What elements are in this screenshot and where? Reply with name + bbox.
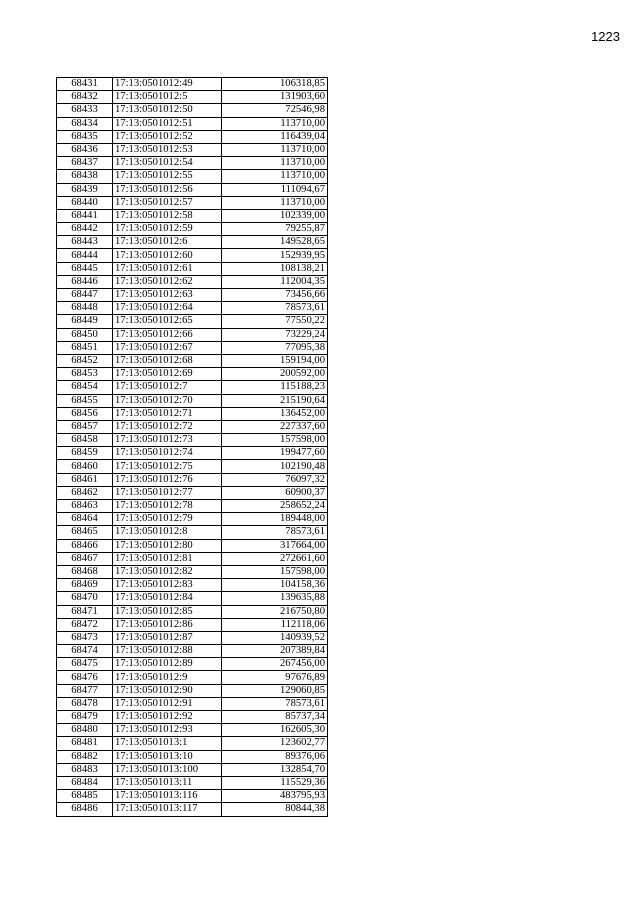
cadastral-value-cell: 77550,22 [222,315,328,328]
table-row [57,790,328,803]
row-number-cell: 68486 [57,803,113,816]
row-number-cell: 68434 [57,117,113,130]
table-row [57,776,328,789]
row-number-cell: 68474 [57,645,113,658]
table-row [57,486,328,499]
row-number-cell: 68467 [57,552,113,565]
row-number-cell: 68453 [57,368,113,381]
cadastral-number-cell: 17:13:0501012:66 [113,328,222,341]
cadastral-value-cell: 215190,64 [222,394,328,407]
table-row [57,354,328,367]
table-row [57,513,328,526]
cadastral-number-cell: 17:13:0501012:58 [113,209,222,222]
cadastral-value-cell: 115529,36 [222,776,328,789]
cadastral-number-cell: 17:13:0501012:90 [113,684,222,697]
table-row [57,658,328,671]
table-row [57,579,328,592]
table-row [57,341,328,354]
row-number-cell: 68468 [57,565,113,578]
row-number-cell: 68448 [57,302,113,315]
cadastral-number-cell: 17:13:0501012:5 [113,91,222,104]
table-row [57,803,328,816]
cadastral-number-cell: 17:13:0501012:73 [113,434,222,447]
cadastral-value-cell: 149528,65 [222,236,328,249]
row-number-cell: 68473 [57,631,113,644]
cadastral-value-cell: 140939,52 [222,631,328,644]
row-number-cell: 68472 [57,618,113,631]
row-number-cell: 68437 [57,157,113,170]
table-row [57,328,328,341]
row-number-cell: 68447 [57,289,113,302]
row-number-cell: 68464 [57,513,113,526]
page-number: 1223 [591,29,620,44]
cadastral-value-cell: 136452,00 [222,407,328,420]
cadastral-value-cell: 111094,67 [222,183,328,196]
cadastral-number-cell: 17:13:0501012:78 [113,500,222,513]
cadastral-value-cell: 104158,36 [222,579,328,592]
cadastral-value-cell: 106318,85 [222,78,328,91]
row-number-cell: 68461 [57,473,113,486]
row-number-cell: 68479 [57,711,113,724]
row-number-cell: 68450 [57,328,113,341]
table-row [57,645,328,658]
cadastral-number-cell: 17:13:0501013:10 [113,750,222,763]
cadastral-number-cell: 17:13:0501012:7 [113,381,222,394]
cadastral-number-cell: 17:13:0501012:54 [113,157,222,170]
row-number-cell: 68444 [57,249,113,262]
table-row [57,315,328,328]
cadastral-number-cell: 17:13:0501012:77 [113,486,222,499]
cadastral-number-cell: 17:13:0501012:56 [113,183,222,196]
table-row [57,539,328,552]
cadastral-number-cell: 17:13:0501012:86 [113,618,222,631]
table-row [57,460,328,473]
row-number-cell: 68432 [57,91,113,104]
row-number-cell: 68441 [57,209,113,222]
table-row [57,302,328,315]
cadastral-value-cell: 159194,00 [222,354,328,367]
cadastral-number-cell: 17:13:0501013:100 [113,763,222,776]
cadastral-number-cell: 17:13:0501012:49 [113,78,222,91]
cadastral-value-cell: 113710,00 [222,143,328,156]
cadastral-value-cell: 113710,00 [222,157,328,170]
cadastral-number-cell: 17:13:0501012:50 [113,104,222,117]
cadastral-value-cell: 113710,00 [222,170,328,183]
cadastral-number-cell: 17:13:0501012:87 [113,631,222,644]
table-row [57,711,328,724]
cadastral-value-cell: 112004,35 [222,275,328,288]
table-row [57,143,328,156]
cadastral-value-cell: 227337,60 [222,420,328,433]
row-number-cell: 68459 [57,447,113,460]
table-row [57,407,328,420]
table-row [57,750,328,763]
row-number-cell: 68462 [57,486,113,499]
cadastral-value-cell: 73456,66 [222,289,328,302]
cadastral-value-cell: 189448,00 [222,513,328,526]
cadastral-number-cell: 17:13:0501012:64 [113,302,222,315]
row-number-cell: 68435 [57,130,113,143]
table-row [57,552,328,565]
row-number-cell: 68471 [57,605,113,618]
cadastral-number-cell: 17:13:0501012:92 [113,711,222,724]
table-row [57,724,328,737]
table-row [57,275,328,288]
table-row [57,420,328,433]
table-row [57,78,328,91]
row-number-cell: 68445 [57,262,113,275]
table-row [57,605,328,618]
cadastral-value-cell: 89376,06 [222,750,328,763]
row-number-cell: 68466 [57,539,113,552]
row-number-cell: 68454 [57,381,113,394]
cadastral-number-cell: 17:13:0501012:69 [113,368,222,381]
table-row [57,130,328,143]
cadastral-value-cell: 216750,80 [222,605,328,618]
cadastral-value-cell: 157598,00 [222,434,328,447]
cadastral-number-cell: 17:13:0501012:51 [113,117,222,130]
cadastral-value-cell: 200592,00 [222,368,328,381]
cadastral-value-cell: 317664,00 [222,539,328,552]
cadastral-value-cell: 131903,60 [222,91,328,104]
cadastral-value-cell: 199477,60 [222,447,328,460]
table-row [57,684,328,697]
row-number-cell: 68460 [57,460,113,473]
row-number-cell: 68452 [57,354,113,367]
cadastral-value-cell: 129060,85 [222,684,328,697]
cadastral-number-cell: 17:13:0501012:70 [113,394,222,407]
cadastral-value-cell: 258652,24 [222,500,328,513]
table-row [57,170,328,183]
row-number-cell: 68458 [57,434,113,447]
cadastral-number-cell: 17:13:0501012:55 [113,170,222,183]
cadastral-value-table [56,77,328,817]
row-number-cell: 68483 [57,763,113,776]
table-row [57,249,328,262]
cadastral-value-cell: 139635,88 [222,592,328,605]
cadastral-number-cell: 17:13:0501012:52 [113,130,222,143]
row-number-cell: 68451 [57,341,113,354]
row-number-cell: 68436 [57,143,113,156]
cadastral-value-cell: 73229,24 [222,328,328,341]
cadastral-number-cell: 17:13:0501013:11 [113,776,222,789]
cadastral-value-cell: 85737,34 [222,711,328,724]
table-row [57,289,328,302]
cadastral-value-cell: 112118,06 [222,618,328,631]
table-row [57,500,328,513]
cadastral-value-cell: 272661,60 [222,552,328,565]
row-number-cell: 68470 [57,592,113,605]
row-number-cell: 68455 [57,394,113,407]
table-row [57,209,328,222]
cadastral-number-cell: 17:13:0501012:81 [113,552,222,565]
cadastral-number-cell: 17:13:0501012:76 [113,473,222,486]
cadastral-number-cell: 17:13:0501012:59 [113,223,222,236]
table-row [57,381,328,394]
cadastral-value-cell: 113710,00 [222,196,328,209]
table-row [57,262,328,275]
cadastral-value-cell: 108138,21 [222,262,328,275]
cadastral-value-cell: 132854,70 [222,763,328,776]
cadastral-value-cell: 72546,98 [222,104,328,117]
cadastral-number-cell: 17:13:0501013:117 [113,803,222,816]
cadastral-number-cell: 17:13:0501012:80 [113,539,222,552]
row-number-cell: 68465 [57,526,113,539]
row-number-cell: 68433 [57,104,113,117]
cadastral-number-cell: 17:13:0501012:67 [113,341,222,354]
cadastral-number-cell: 17:13:0501012:62 [113,275,222,288]
table-row [57,368,328,381]
table-row [57,763,328,776]
row-number-cell: 68449 [57,315,113,328]
cadastral-number-cell: 17:13:0501012:6 [113,236,222,249]
cadastral-value-cell: 76097,32 [222,473,328,486]
cadastral-value-cell: 60900,37 [222,486,328,499]
cadastral-number-cell: 17:13:0501012:85 [113,605,222,618]
cadastral-value-cell: 97676,89 [222,671,328,684]
cadastral-value-cell: 483795,93 [222,790,328,803]
row-number-cell: 68440 [57,196,113,209]
table-row [57,737,328,750]
row-number-cell: 68481 [57,737,113,750]
row-number-cell: 68469 [57,579,113,592]
cadastral-value-cell: 157598,00 [222,565,328,578]
row-number-cell: 68478 [57,697,113,710]
cadastral-value-cell: 80844,38 [222,803,328,816]
cadastral-value-cell: 113710,00 [222,117,328,130]
cadastral-value-cell: 78573,61 [222,526,328,539]
row-number-cell: 68443 [57,236,113,249]
row-number-cell: 68485 [57,790,113,803]
table-row [57,157,328,170]
table-row [57,618,328,631]
cadastral-value-cell: 207389,84 [222,645,328,658]
cadastral-number-cell: 17:13:0501012:84 [113,592,222,605]
cadastral-number-cell: 17:13:0501012:68 [113,354,222,367]
cadastral-value-cell: 78573,61 [222,697,328,710]
table-row [57,447,328,460]
row-number-cell: 68438 [57,170,113,183]
cadastral-value-cell: 162605,30 [222,724,328,737]
row-number-cell: 68456 [57,407,113,420]
row-number-cell: 68484 [57,776,113,789]
cadastral-number-cell: 17:13:0501012:74 [113,447,222,460]
row-number-cell: 68439 [57,183,113,196]
cadastral-value-cell: 79255,87 [222,223,328,236]
row-number-cell: 68431 [57,78,113,91]
cadastral-number-cell: 17:13:0501012:72 [113,420,222,433]
table-row [57,631,328,644]
cadastral-number-cell: 17:13:0501012:88 [113,645,222,658]
row-number-cell: 68482 [57,750,113,763]
cadastral-value-cell: 102190,48 [222,460,328,473]
cadastral-value-cell: 123602,77 [222,737,328,750]
cadastral-number-cell: 17:13:0501012:83 [113,579,222,592]
table-row [57,697,328,710]
cadastral-number-cell: 17:13:0501012:57 [113,196,222,209]
cadastral-number-cell: 17:13:0501013:116 [113,790,222,803]
cadastral-number-cell: 17:13:0501012:71 [113,407,222,420]
cadastral-number-cell: 17:13:0501012:53 [113,143,222,156]
cadastral-value-cell: 78573,61 [222,302,328,315]
row-number-cell: 68476 [57,671,113,684]
row-number-cell: 68477 [57,684,113,697]
table-body [57,78,328,817]
cadastral-number-cell: 17:13:0501012:65 [113,315,222,328]
table-row [57,434,328,447]
table-row [57,565,328,578]
row-number-cell: 68446 [57,275,113,288]
row-number-cell: 68480 [57,724,113,737]
table-row [57,91,328,104]
cadastral-number-cell: 17:13:0501012:63 [113,289,222,302]
cadastral-number-cell: 17:13:0501012:61 [113,262,222,275]
cadastral-number-cell: 17:13:0501012:79 [113,513,222,526]
cadastral-number-cell: 17:13:0501012:8 [113,526,222,539]
cadastral-number-cell: 17:13:0501012:89 [113,658,222,671]
table-row [57,473,328,486]
table-row [57,223,328,236]
table-row [57,117,328,130]
cadastral-value-cell: 116439,04 [222,130,328,143]
table-row [57,394,328,407]
table-row [57,671,328,684]
row-number-cell: 68463 [57,500,113,513]
table-row [57,196,328,209]
cadastral-number-cell: 17:13:0501012:9 [113,671,222,684]
table-row [57,104,328,117]
row-number-cell: 68442 [57,223,113,236]
cadastral-number-cell: 17:13:0501012:82 [113,565,222,578]
cadastral-value-cell: 152939,95 [222,249,328,262]
cadastral-value-cell: 77095,38 [222,341,328,354]
cadastral-number-cell: 17:13:0501012:75 [113,460,222,473]
cadastral-number-cell: 17:13:0501012:91 [113,697,222,710]
table-row [57,236,328,249]
row-number-cell: 68457 [57,420,113,433]
cadastral-value-cell: 267456,00 [222,658,328,671]
table-row [57,592,328,605]
cadastral-number-cell: 17:13:0501012:93 [113,724,222,737]
cadastral-number-cell: 17:13:0501012:60 [113,249,222,262]
cadastral-value-cell: 102339,00 [222,209,328,222]
cadastral-value-cell: 115188,23 [222,381,328,394]
row-number-cell: 68475 [57,658,113,671]
table-row [57,183,328,196]
table-row [57,526,328,539]
cadastral-number-cell: 17:13:0501013:1 [113,737,222,750]
